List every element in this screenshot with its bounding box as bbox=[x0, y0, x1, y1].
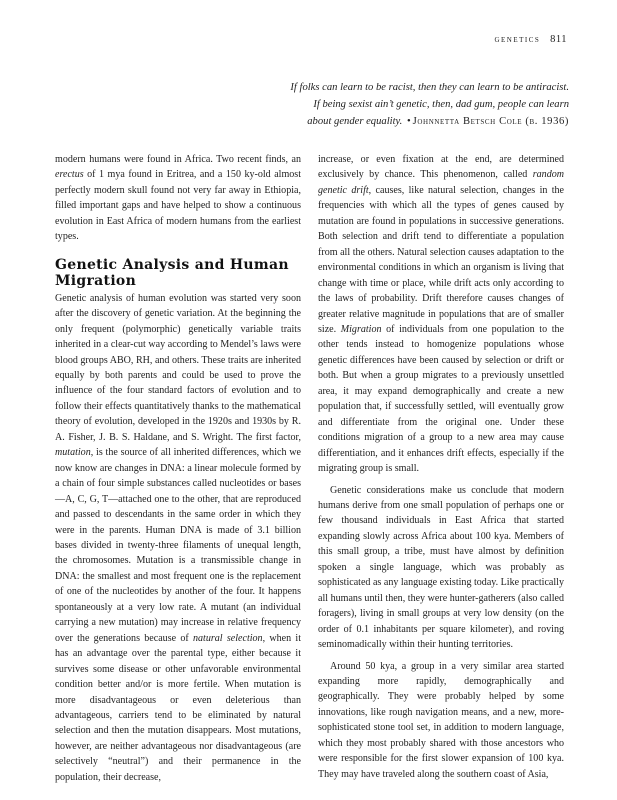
text-run: modern humans were found in Africa. Two recent finds, an bbox=[55, 154, 301, 165]
italic-term: random genetic drift bbox=[318, 169, 564, 196]
section-heading: Genetic Analysis and Human Migration bbox=[55, 256, 289, 289]
text-run: of 1 mya found in Eritrea, and a 150 ky-old almost perfectly modern skull found not very far away in Ethiopia, filled important gaps and have helped to show a continuous evolution in East Africa of modern humans from the earliest types. bbox=[55, 169, 301, 243]
running-head-title: genetics bbox=[494, 34, 541, 45]
right-paragraph-3: Around 50 kya, a group in a very similar area started expanding more rapidly, demographically and geographically. They were probably helped by some innovations, like rough navigation means, and a new, more-sophisticated stone tool set, in addition to modern language, which they most probably shared with those ancestors who were responsible for the first slower expansion of 100 kya. They may have traveled along the southern coast of Asia, bbox=[318, 660, 564, 780]
epigraph-line-2: If being sexist ain’t genetic, then, dad gum, people can learn bbox=[313, 99, 569, 110]
italic-term: erectus bbox=[55, 169, 84, 181]
epigraph-line-3 bbox=[209, 113, 569, 130]
epigraph-line-3-text: about gender equality. bbox=[307, 116, 403, 127]
text-run: Genetic analysis of human evolution was started very soon after the discovery of genetic variation. At the beginning the only frequent (polymorphic) genetically variable traits inherited in a clear-cut way according to Mendel’s laws were blood groups ABO, RH, and others. These traits are inherited equally by both parents and could be used to prove the influence of the four standard factors of evolution and to follow their effects quantitatively thanks to the mathematical theory of evolution, developed in the 1920s and 1930s by R. A. Fisher, J. B. S. Haldane, and S. Wright. The first factor, bbox=[55, 292, 301, 443]
text-run: increase, or even fixation at the end, are determined exclusively by chance. This phenomenon, called bbox=[318, 154, 564, 181]
epigraph-quote bbox=[209, 79, 569, 130]
right-column bbox=[318, 152, 564, 782]
text-run: , causes, like natural selection, changes in the frequencies with which all the types of genes caused by mutation are found in populations in successive generations. Both selection and drift tend to differentiate a population from all the others. Natural selection causes adaptation to the environmental conditions in which an organism is living that change with time or place, while drift acts only according to the laws of probability. Drift therefore causes changes of greater relative magnitude in populations that are of smaller size. bbox=[318, 184, 565, 335]
italic-term: mutation bbox=[55, 447, 91, 459]
left-column bbox=[55, 152, 301, 785]
bullet-icon: • bbox=[406, 116, 411, 127]
text-run: of individuals from one population to the other tends instead to homogenize populations whose genetic differences have been caused by selection or drift or both. But when a group migrates to a previously unsettled area, it may expand demographically and create a new population that, if successfully settled, will eventually grow and differentiate from the original one. Under these conditions migration of a group to a new area may cause differentiation, and it enhances drift effects, especially if the migrating group is small. bbox=[318, 323, 564, 475]
epigraph-attribution: Johnnetta Betsch Cole (b. 1936) bbox=[412, 116, 569, 127]
italic-term: Migration bbox=[340, 323, 382, 335]
italic-term: natural selection bbox=[193, 632, 263, 644]
right-paragraph-1 bbox=[318, 152, 564, 477]
right-paragraph-2: Genetic considerations make us conclude that modern humans derive from one small population of perhaps one or few thousand individuals in East Africa that started expanding slowly across Africa about 100 kya. Members of this small group, a tribe, must have almost by definition spoken a single language, which was probably as sophisticated as any language existing today. Like practically all humans until then, they were hunter-gatherers (also called foragers), living in small groups at very low density (on the order of 0.1 inhabitants per square kilometer), and roving seminomadically within their hunting territories. bbox=[318, 484, 564, 651]
left-paragraph-2 bbox=[55, 291, 301, 786]
page-number: 811 bbox=[550, 34, 567, 45]
epigraph-line-1: If folks can learn to be racist, then they can learn to be antiracist. bbox=[290, 82, 569, 93]
text-run: , when it has an advantage over the parental type, either because it survives some disease or other unfavorable environmental condition better and/or is more fertile. When mutation is more disadvantageous or even deleterious than advantageous, carriers tend to be eliminated by natural selection and then the mutation disappears. Most mutations, however, are neither advantageous nor disadvantageous (are selectively “neutral”) and their permanence in the population, their decrease, bbox=[55, 632, 301, 783]
running-head bbox=[494, 34, 567, 45]
text-run: , is the source of all inherited differences, which we now know are changes in DNA: a linear molecule formed by a chain of four simple substances called nucleotides or bases—A, C, G, T—attached one to the other, that are reproduced and passed to descendants in the same order in which they were in the parents. Human DNA is made of 3.1 billion bases divided in twenty-three filaments of unequal length, the chromosomes. Mutation is a transmissible change in DNA: the smallest and most frequent one is the replacement of one of the nucleotides by another of the four. It happens spontaneously at a very low rate. A mutant (an individual carrying a new mutation) may increase in relative frequency over the generations because of bbox=[55, 447, 301, 644]
left-paragraph-1 bbox=[55, 152, 301, 245]
